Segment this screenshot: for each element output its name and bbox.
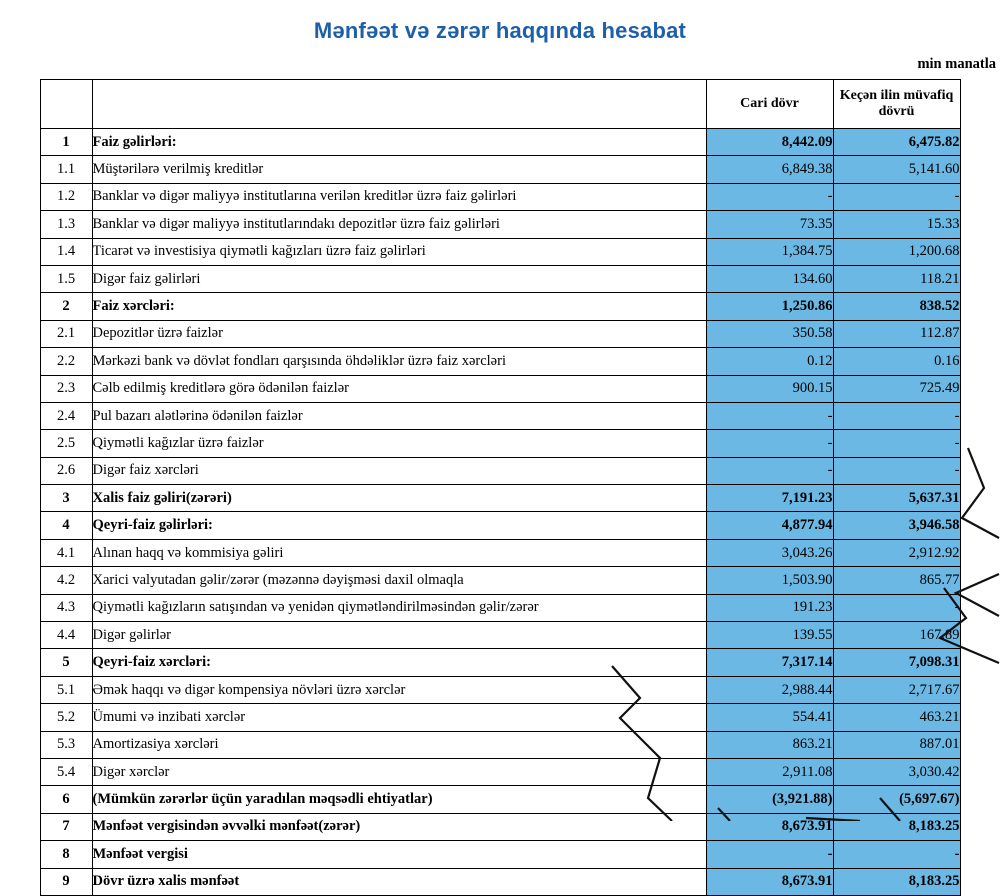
- cell-current-period: 134.60: [706, 265, 833, 292]
- row-number: 4.3: [40, 594, 92, 621]
- cell-current-period: 554.41: [706, 704, 833, 731]
- table-row: [40, 375, 960, 402]
- cell-current-period: 863.21: [706, 731, 833, 758]
- table-row: [40, 786, 960, 813]
- table-row: [40, 649, 960, 676]
- row-label: Banklar və digər maliyyə institutlarındakı depozitlər üzrə faiz gəlirləri: [92, 211, 706, 238]
- row-label: Digər xərclər: [92, 758, 706, 785]
- row-label: Banklar və digər maliyyə institutlarına verilən kreditlər üzrə faiz gəlirləri: [92, 183, 706, 210]
- cell-previous-period: -: [833, 594, 960, 621]
- cell-current-period: 191.23: [706, 594, 833, 621]
- table-row: [40, 457, 960, 484]
- cell-previous-period: -: [833, 402, 960, 429]
- row-label: Xalis faiz gəliri(zərəri): [92, 485, 706, 512]
- column-header-name: [92, 80, 706, 129]
- row-number: 4.2: [40, 567, 92, 594]
- cell-previous-period: 3,030.42: [833, 758, 960, 785]
- cell-current-period: 6,849.38: [706, 156, 833, 183]
- row-number: 4.1: [40, 539, 92, 566]
- row-number: 1.4: [40, 238, 92, 265]
- row-number: 5.2: [40, 704, 92, 731]
- row-label: Digər gəlirlər: [92, 622, 706, 649]
- table-row: [40, 265, 960, 292]
- row-number: 2.3: [40, 375, 92, 402]
- cell-current-period: 73.35: [706, 211, 833, 238]
- cell-current-period: 8,673.91: [706, 868, 833, 895]
- row-number: 2.2: [40, 348, 92, 375]
- row-label: Faiz xərcləri:: [92, 293, 706, 320]
- page-title: Mənfəət və zərər haqqında hesabat: [313, 18, 687, 43]
- row-number: 2.4: [40, 402, 92, 429]
- row-label: Dövr üzrə xalis mənfəət: [92, 868, 706, 895]
- table-row: [40, 813, 960, 840]
- table-body: [40, 129, 960, 896]
- row-number: 3: [40, 485, 92, 512]
- row-label: Qeyri-faiz gəlirləri:: [92, 512, 706, 539]
- cell-current-period: 900.15: [706, 375, 833, 402]
- row-number: 4: [40, 512, 92, 539]
- row-number: 5: [40, 649, 92, 676]
- column-header-previous-period: Keçən ilin müvafiq dövrü: [833, 80, 960, 129]
- cell-current-period: -: [706, 841, 833, 868]
- column-header-current-period: Cari dövr: [706, 80, 833, 129]
- cell-previous-period: (5,697.67): [833, 786, 960, 813]
- cell-current-period: -: [706, 457, 833, 484]
- row-number: 9: [40, 868, 92, 895]
- cell-current-period: 350.58: [706, 320, 833, 347]
- cell-previous-period: 0.16: [833, 348, 960, 375]
- cell-current-period: 8,442.09: [706, 129, 833, 156]
- row-number: 1.5: [40, 265, 92, 292]
- cell-previous-period: 2,912.92: [833, 539, 960, 566]
- row-label: (Mümkün zərərlər üçün yaradılan məqsədli ehtiyatlar): [92, 786, 706, 813]
- cell-previous-period: 725.49: [833, 375, 960, 402]
- row-label: Qiymətli kağızların satışından və yenidən qiymətləndirilməsindən gəlir/zərər: [92, 594, 706, 621]
- row-number: 6: [40, 786, 92, 813]
- row-label: Ticarət və investisiya qiymətli kağızları üzrə faiz gəlirləri: [92, 238, 706, 265]
- cell-previous-period: 3,946.58: [833, 512, 960, 539]
- row-number: 2.5: [40, 430, 92, 457]
- row-label: Faiz gəlirləri:: [92, 129, 706, 156]
- row-label: Əmək haqqı və digər kompensiya növləri üzrə xərclər: [92, 676, 706, 703]
- column-header-no: [40, 80, 92, 129]
- row-label: Digər faiz gəlirləri: [92, 265, 706, 292]
- cell-current-period: 4,877.94: [706, 512, 833, 539]
- row-number: 5.4: [40, 758, 92, 785]
- row-number: 1.1: [40, 156, 92, 183]
- row-label: Qeyri-faiz xərcləri:: [92, 649, 706, 676]
- table-row: [40, 156, 960, 183]
- table-row: [40, 402, 960, 429]
- row-label: Depozitlər üzrə faizlər: [92, 320, 706, 347]
- cell-previous-period: 167.89: [833, 622, 960, 649]
- table-row: [40, 430, 960, 457]
- row-label: Cəlb edilmiş kreditlərə görə ödənilən faizlər: [92, 375, 706, 402]
- table-row: [40, 512, 960, 539]
- table-header-row: [40, 80, 960, 129]
- table-row: [40, 539, 960, 566]
- cell-previous-period: 838.52: [833, 293, 960, 320]
- row-number: 1.2: [40, 183, 92, 210]
- table-row: [40, 485, 960, 512]
- table-row: [40, 622, 960, 649]
- table-row: [40, 594, 960, 621]
- row-label: Mərkəzi bank və dövlət fondları qarşısında öhdəliklər üzrə faiz xərcləri: [92, 348, 706, 375]
- row-label: Alınan haqq və kommisiya gəliri: [92, 539, 706, 566]
- table-row: [40, 129, 960, 156]
- cell-previous-period: 5,637.31: [833, 485, 960, 512]
- cell-previous-period: 5,141.60: [833, 156, 960, 183]
- row-label: Xarici valyutadan gəlir/zərər (məzənnə dəyişməsi daxil olmaqla: [92, 567, 706, 594]
- table-row: [40, 704, 960, 731]
- cell-previous-period: 7,098.31: [833, 649, 960, 676]
- table-row: [40, 320, 960, 347]
- row-number: 1.3: [40, 211, 92, 238]
- table-row: [40, 731, 960, 758]
- cell-previous-period: 8,183.25: [833, 813, 960, 840]
- row-number: 8: [40, 841, 92, 868]
- cell-current-period: -: [706, 183, 833, 210]
- cell-current-period: 0.12: [706, 348, 833, 375]
- cell-current-period: 1,250.86: [706, 293, 833, 320]
- cell-current-period: 8,673.91: [706, 813, 833, 840]
- table-row: [40, 211, 960, 238]
- row-number: 2: [40, 293, 92, 320]
- row-number: 1: [40, 129, 92, 156]
- row-label: Müştərilərə verilmiş kreditlər: [92, 156, 706, 183]
- table-row: [40, 183, 960, 210]
- table-row: [40, 841, 960, 868]
- cell-current-period: 7,317.14: [706, 649, 833, 676]
- row-number: 5.3: [40, 731, 92, 758]
- cell-previous-period: 6,475.82: [833, 129, 960, 156]
- cell-previous-period: -: [833, 841, 960, 868]
- cell-current-period: 2,911.08: [706, 758, 833, 785]
- table-row: [40, 676, 960, 703]
- row-label: Qiymətli kağızlar üzrə faizlər: [92, 430, 706, 457]
- unit-note: min manatla: [917, 56, 996, 72]
- cell-previous-period: 2,717.67: [833, 676, 960, 703]
- table-row: [40, 293, 960, 320]
- cell-previous-period: -: [833, 430, 960, 457]
- table-row: [40, 758, 960, 785]
- cell-current-period: -: [706, 402, 833, 429]
- cell-previous-period: 865.77: [833, 567, 960, 594]
- row-label: Mənfəət vergisindən əvvəlki mənfəət(zərər): [92, 813, 706, 840]
- profit-and-loss-table: [40, 79, 961, 896]
- table-row: [40, 238, 960, 265]
- cell-current-period: (3,921.88): [706, 786, 833, 813]
- cell-current-period: 1,384.75: [706, 238, 833, 265]
- cell-previous-period: 463.21: [833, 704, 960, 731]
- cell-previous-period: 112.87: [833, 320, 960, 347]
- row-label: Digər faiz xərcləri: [92, 457, 706, 484]
- row-label: Ümumi və inzibati xərclər: [92, 704, 706, 731]
- cell-current-period: 1,503.90: [706, 567, 833, 594]
- cell-previous-period: -: [833, 183, 960, 210]
- row-label: Mənfəət vergisi: [92, 841, 706, 868]
- row-label: Pul bazarı alətlərinə ödənilən faizlər: [92, 402, 706, 429]
- table-row: [40, 348, 960, 375]
- row-label: Amortizasiya xərcləri: [92, 731, 706, 758]
- cell-current-period: 3,043.26: [706, 539, 833, 566]
- table-row: [40, 868, 960, 895]
- cell-previous-period: 1,200.68: [833, 238, 960, 265]
- cell-current-period: 7,191.23: [706, 485, 833, 512]
- row-number: 5.1: [40, 676, 92, 703]
- table-row: [40, 567, 960, 594]
- row-number: 7: [40, 813, 92, 840]
- row-number: 2.1: [40, 320, 92, 347]
- cell-previous-period: 8,183.25: [833, 868, 960, 895]
- cell-current-period: 139.55: [706, 622, 833, 649]
- cell-current-period: 2,988.44: [706, 676, 833, 703]
- cell-previous-period: 887.01: [833, 731, 960, 758]
- cell-previous-period: -: [833, 457, 960, 484]
- cell-previous-period: 118.21: [833, 265, 960, 292]
- cell-current-period: -: [706, 430, 833, 457]
- row-number: 2.6: [40, 457, 92, 484]
- row-number: 4.4: [40, 622, 92, 649]
- cell-previous-period: 15.33: [833, 211, 960, 238]
